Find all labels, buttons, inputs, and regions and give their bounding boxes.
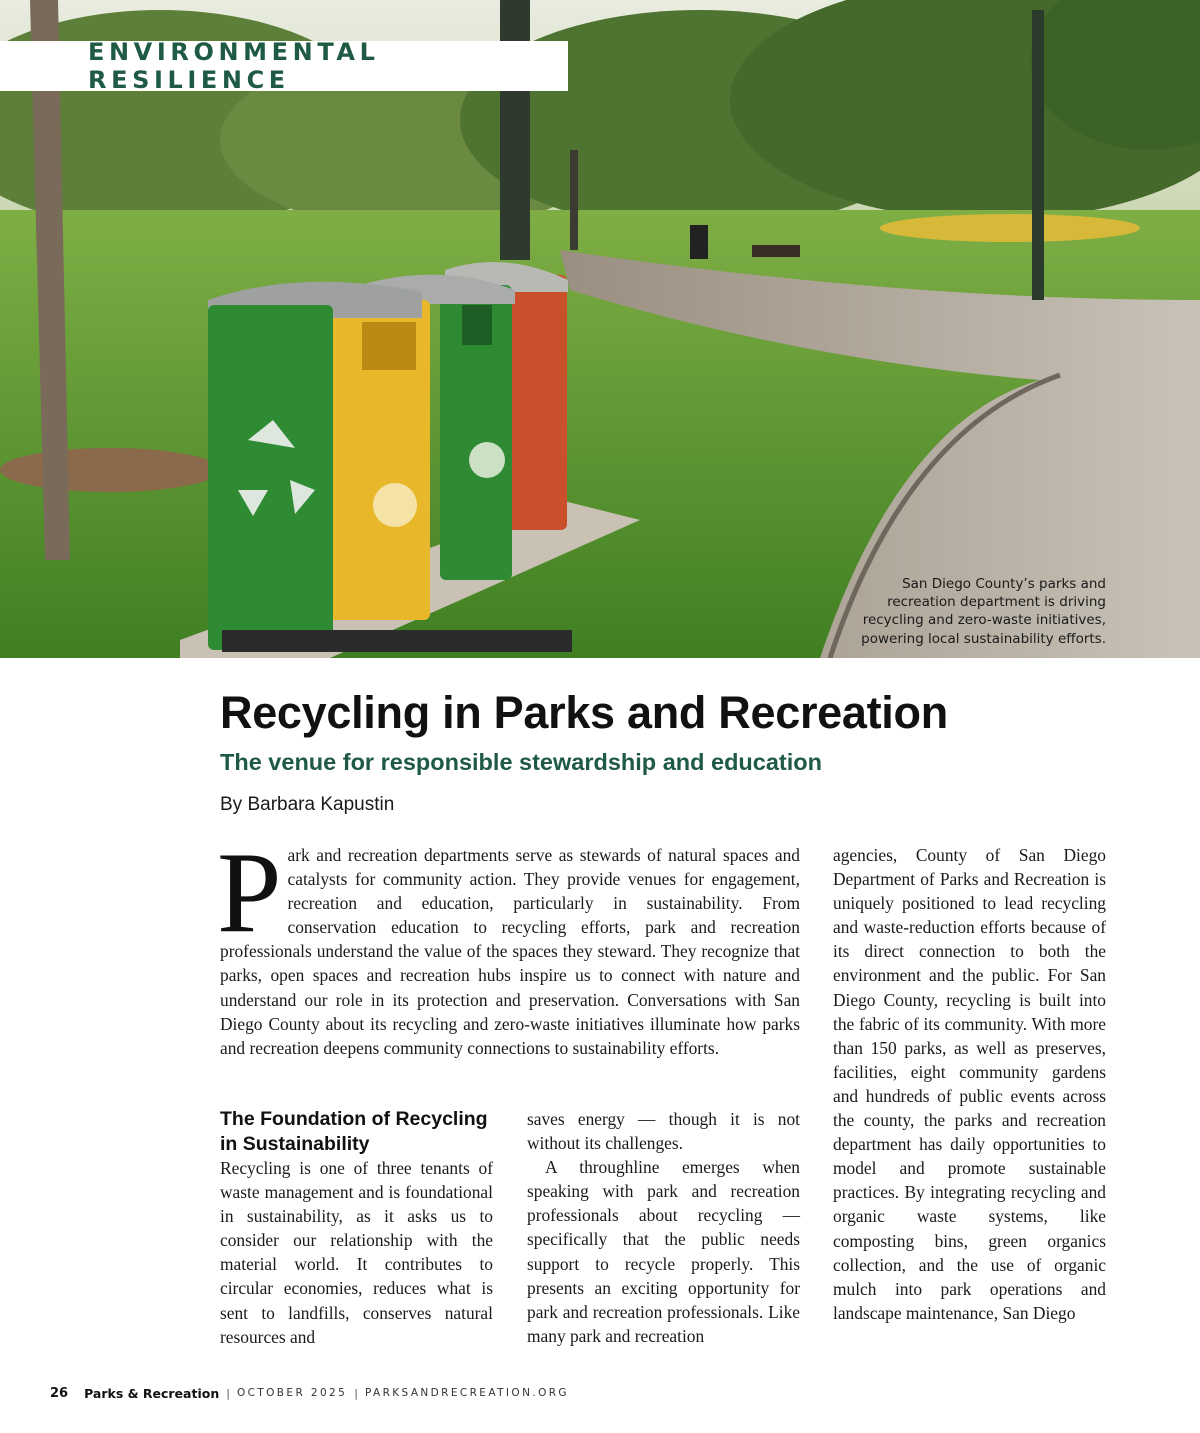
section-tag [0,38,568,94]
page-footer [50,1384,569,1402]
section-heading: The Foundation of Recycling in Sustainability [220,1108,488,1155]
park-recycling-bins-illustration [0,0,1200,658]
column-3-paragraph: agencies, County of San Diego Department of Parks and Recreation is uniquely positioned to lead recycling and waste-reduction efforts because of its direct connection to both the environment and the public. For San Diego County, recycling is built into the fabric of its community. With more than 150 parks, as well as preserves, facilities, eight community gardens and hundreds of public events across the county, the parks and recreation department has daily opportunities to model and promote sustainable practices. By integrating recycling and organic waste systems, like composting bins, green organics collection, and the use of organic mulch into park operations and landscape maintenance, San Diego [833,845,1106,1323]
column-1 [220,1107,493,1349]
column-2-paragraph-2: A throughline emerges when speaking with park and recreation professionals about recycling — specifically that the public needs support to recycle properly. This presents an exciting opportunity for park and recreation professionals. Like many park and recreation [527,1157,800,1346]
footer-separator: | [354,1386,358,1400]
column-2 [527,1107,800,1348]
page-number: 26 [50,1385,69,1401]
column-2-paragraph-1: saves energy — though it is not without its challenges. [527,1109,800,1154]
magazine-name: Parks & Recreation [84,1385,220,1401]
section-label: ENVIRONMENTAL RESILIENCE [88,38,380,94]
intro-paragraph [217,829,800,1060]
website-link[interactable]: PARKSANDRECREATION.ORG [364,1387,569,1399]
intro-text: ark and recreation departments serve as stewards of natural spaces and catalysts for community action. They provide venues for engagement, recreation and education, particularly in sustainability. From conservation education to recycling efforts, park and recreation professionals understand the value of the spaces they steward. They recognize that parks, open spaces and recreation hubs inspire us to connect with nature and understand our role in its protection and preservation. Conversations with San Diego County about its recycling and zero-waste initiatives illuminate how parks and recreation deepens community connections to sustainability efforts. [220,845,800,1058]
article-subtitle: The venue for responsible stewardship and education [220,749,822,775]
drop-cap: P [217,829,282,957]
issue-date: OCTOBER 2025 [236,1387,348,1399]
hero-photo [0,0,1200,658]
column-1-paragraph: Recycling is one of three tenants of waste management and is foundational in sustainability, as it asks us to consider our relationship with the material world. It contributes to circular economies, reduces what is sent to landfills, conserves natural resources and [220,1158,493,1347]
footer-separator: | [226,1386,230,1400]
intro-paragraph-block [217,829,800,1060]
photo-caption: San Diego County’s parks and recreation department is driving recycling and zero-waste initiatives, powering local sustainability efforts. [861,576,1106,647]
article-title: Recycling in Parks and Recreation [220,687,948,738]
column-3 [833,843,1106,1325]
byline: By Barbara Kapustin [220,794,395,815]
